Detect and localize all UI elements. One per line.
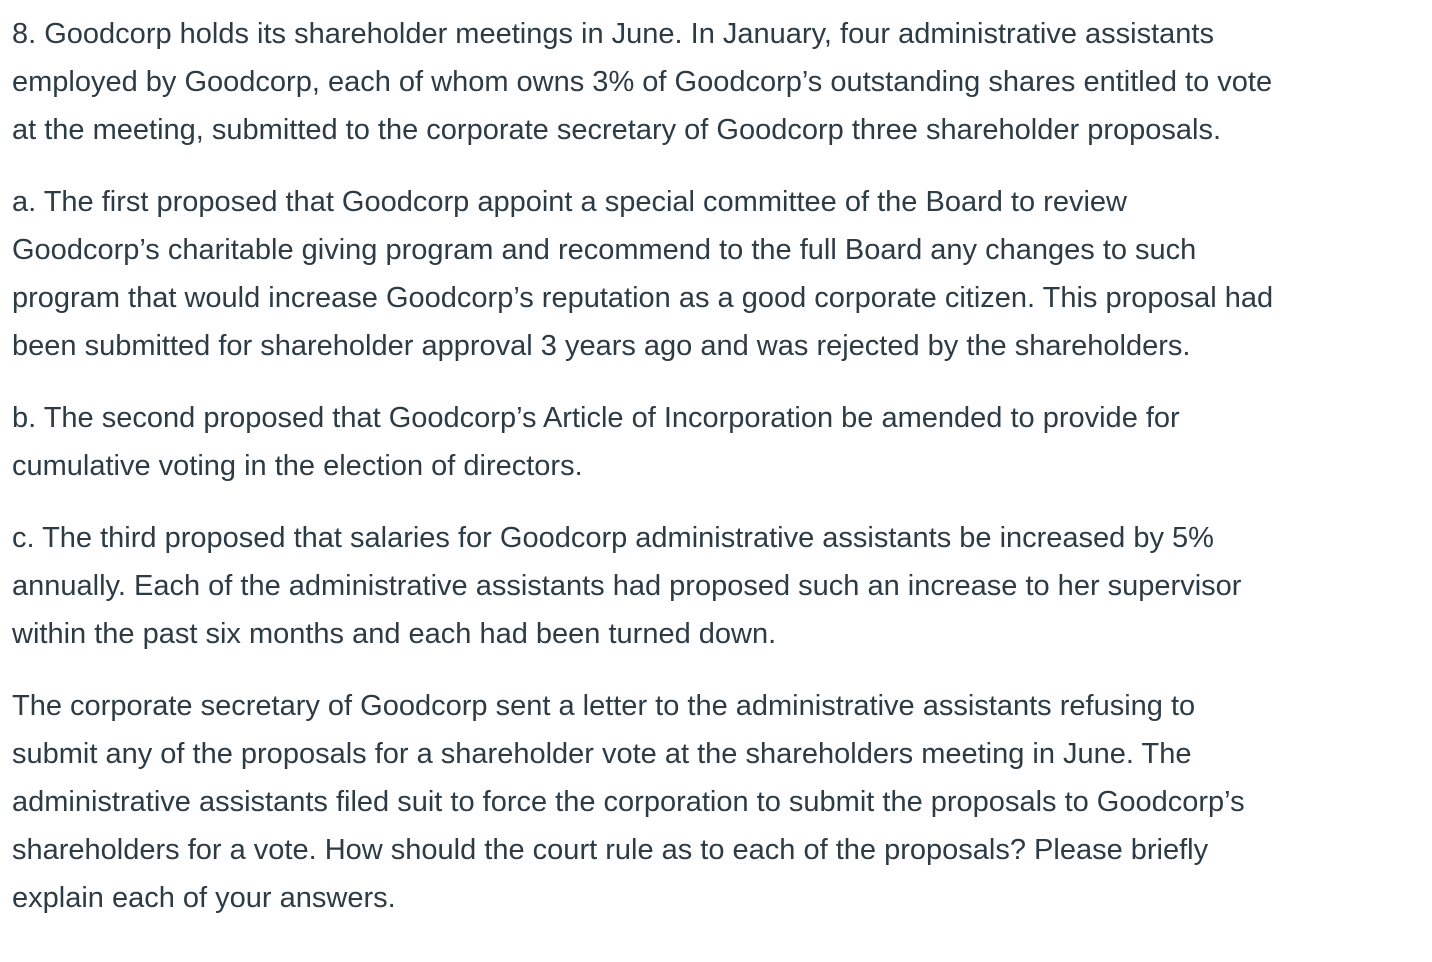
question-intro: 8. Goodcorp holds its shareholder meetings in June. In January, four administrative assistants employed by Goodcorp, each of whom owns 3% of Goodcorp’s outstanding shares entitled to vote at the meeting, submitted to the corporate secretary of Goodcorp three shareholder proposals. <box>12 18 1273 146</box>
proposal-c: c. The third proposed that salaries for Goodcorp administrative assistants be increased by 5% annually. Each of the administrative assistants had proposed such an increase to her supervisor within the past six months and each had been turned down. <box>12 522 1242 650</box>
proposal-b: b. The second proposed that Goodcorp’s Article of Incorporation be amended to provide for cumulative voting in the election of directors. <box>12 402 1180 482</box>
proposal-a: a. The first proposed that Goodcorp appoint a special committee of the Board to review Goodcorp’s charitable giving program and recommend to the full Board any changes to such program that would increase Goodcorp’s reputation as a good corporate citizen. This proposal had been submitted for shareholder approval 3 years ago and was rejected by the shareholders. <box>12 186 1274 362</box>
question-conclusion: The corporate secretary of Goodcorp sent a letter to the administrative assistants refusing to submit any of the proposals for a shareholder vote at the shareholders meeting in June. The administrative assistants filed suit to force the corporation to submit the proposals to Goodcorp’s shareholders for a vote. How should the court rule as to each of the proposals? Please briefly explain each of your answers. <box>12 690 1245 914</box>
question-body <box>12 10 1422 946</box>
